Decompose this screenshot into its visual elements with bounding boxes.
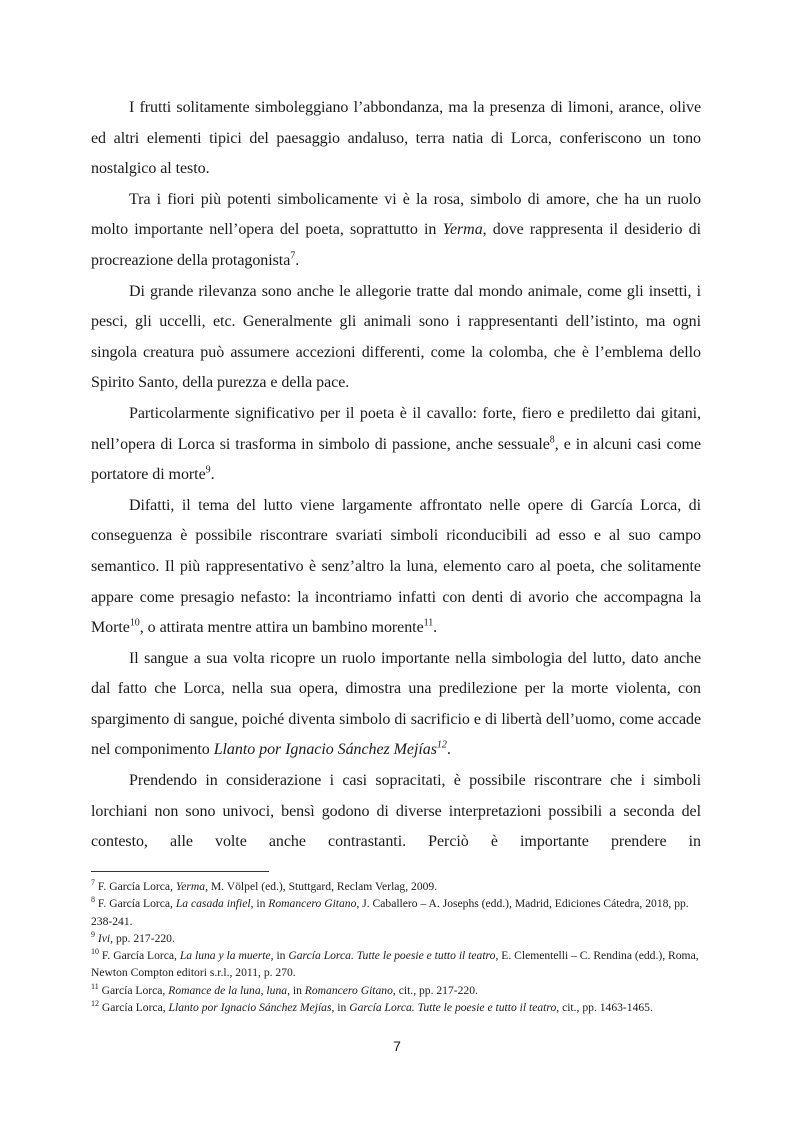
footnote-ref: 7 <box>290 250 296 262</box>
paragraph <box>91 766 701 858</box>
text-run: , o attirata mentre attira un bambino morente <box>139 619 424 637</box>
text-run: , in <box>331 1001 350 1015</box>
italic-title: García Lorca. Tutte le poesie e tutto il teatro <box>288 949 496 963</box>
body-text <box>91 93 701 858</box>
footnote <box>91 878 711 895</box>
footnote <box>91 930 711 947</box>
footnote-ref: 12 <box>91 999 99 1009</box>
italic-title: Llanto por Ignacio Sánchez Mejías <box>168 1001 332 1015</box>
text-run: , cit., pp. 217-220. <box>392 983 478 997</box>
text-run: Particolarmente significativo per il poeta è il cavallo: forte, fiero e prediletto dai gitani, nell’opera di Lorca si trasforma in simbolo di passione, anche sessuale <box>91 404 701 453</box>
paragraph <box>91 93 701 185</box>
italic-title: Llanto por Ignacio Sánchez Mejías <box>213 741 437 759</box>
footnote-ref: 10 <box>129 617 140 629</box>
text-run: , dove rappresenta il desiderio di procreazione della protagonista <box>91 221 701 269</box>
italic-title: Romancero Gitano <box>304 983 393 997</box>
footnote-ref: 9 <box>91 930 95 940</box>
text-run: F. García Lorca, <box>95 880 176 893</box>
footnote-ref: 11 <box>91 981 99 991</box>
text-run: Prendendo in considerazione i casi sopracitati, è possibile riscontrare che i simboli lorchiani non sono univoci, bensì godono di diverse interpretazioni possibili a seconda del contesto, alle volte anche contrastanti. Perciò è importante prendere in <box>91 772 701 851</box>
text-run: , pp. 217-220. <box>110 931 175 945</box>
text-run: F. García Lorca, <box>99 949 180 963</box>
footnote-ref: 8 <box>91 895 95 905</box>
italic-title: La luna y la muerte <box>179 949 271 963</box>
footnote-ref: 11 <box>423 617 434 629</box>
italic-title: Romancero Gitano <box>268 897 357 911</box>
text-run: , e in alcuni casi come portatore di morte <box>91 435 701 484</box>
text-run: . <box>295 251 300 269</box>
text-run: . <box>433 619 438 637</box>
paragraph <box>91 491 701 644</box>
text-run: Il sangue a sua volta ricopre un ruolo importante nella simbologia del lutto, dato anche dal fatto che Lorca, nella sua opera, dimostra una predilezione per la morte violenta, con spargimento di sangue, poiché diventa simbolo di sacrificio e di libertà dell’uomo, come accade nel componimento <box>91 649 701 759</box>
text-run: F. García Lorca, <box>95 897 176 911</box>
text-run: Di grande rilevanza sono anche le allegorie tratte dal mondo animale, come gli insetti, i pesci, gli uccelli, etc. Generalmente gli animali sono i rappresentanti dell’istinto, ma ogni singola creatura può assumere accezioni differenti, come la colomba, che è l’emblema dello Spirito Santo, della purezza e della pace. <box>91 282 701 392</box>
text-run: , E. Clementelli – C. Rendina (edd.), Roma, Newton Compton editori s.r.l., 2011, p. 270. <box>91 949 699 980</box>
footnotes <box>91 878 711 1016</box>
paragraph <box>91 399 701 491</box>
text-run: García Lorca, <box>99 1001 169 1015</box>
footnote <box>91 895 711 930</box>
italic-title: Yerma <box>442 221 483 239</box>
paragraph <box>91 277 701 399</box>
text-run: , M. Völpel (ed.), Stuttgard, Reclam Verlag, 2009. <box>205 880 438 893</box>
page-number: 7 <box>393 1038 401 1054</box>
footnote-ref: 12 <box>436 740 447 752</box>
italic-title: Ivi <box>97 931 111 945</box>
paragraph <box>91 644 701 766</box>
text-run: Tra i fiori più potenti simbolicamente vi è la rosa, simbolo di amore, che ha un ruolo molto importante nell’opera del poeta, soprattutto in <box>91 190 701 239</box>
text-run: , in <box>270 949 289 963</box>
footnote-separator <box>91 871 269 872</box>
italic-title: Romance de la luna, luna <box>168 983 288 997</box>
footnote-ref: 7 <box>91 878 95 888</box>
footnote-ref: 10 <box>91 947 99 957</box>
text-run: , in <box>250 897 269 911</box>
text-run: . <box>210 466 215 484</box>
italic-title: Yerma <box>175 880 206 893</box>
text-run: García Lorca, <box>98 983 169 997</box>
footnote <box>91 999 711 1016</box>
text-run: I frutti solitamente simboleggiano l’abbondanza, ma la presenza di limoni, arance, olive ed altri elementi tipici del paesaggio andaluso, terra natia di Lorca, conferiscono un tono nostalgico al testo. <box>91 99 701 178</box>
footnote-ref: 9 <box>205 464 211 476</box>
text-run: Difatti, il tema del lutto viene largamente affrontato nelle opere di García Lorca, di conseguenza è possibile riscontrare svariati simboli riconducibili ad esso e al suo campo semantico. Il più rappresentativo è senz’altro la luna, elemento caro al poeta, che solitamente appare come presagio nefasto: la incontriamo infatti con denti di avorio che accompagna la Morte <box>91 496 701 637</box>
text-run: , cit., pp. 1463-1465. <box>556 1001 653 1015</box>
paragraph <box>91 185 701 277</box>
italic-title: García Lorca. Tutte le poesie e tutto il teatro <box>349 1001 557 1015</box>
italic-title: La casada infiel <box>175 897 251 911</box>
footnote <box>91 982 711 999</box>
footnote-ref: 8 <box>549 434 555 446</box>
text-run: , in <box>287 983 305 997</box>
text-run: . <box>446 741 451 759</box>
text-run: , J. Caballero – A. Josephs (edd.), Madrid, Ediciones Cátedra, 2018, pp. 238-241. <box>91 897 689 928</box>
footnote <box>91 947 711 982</box>
